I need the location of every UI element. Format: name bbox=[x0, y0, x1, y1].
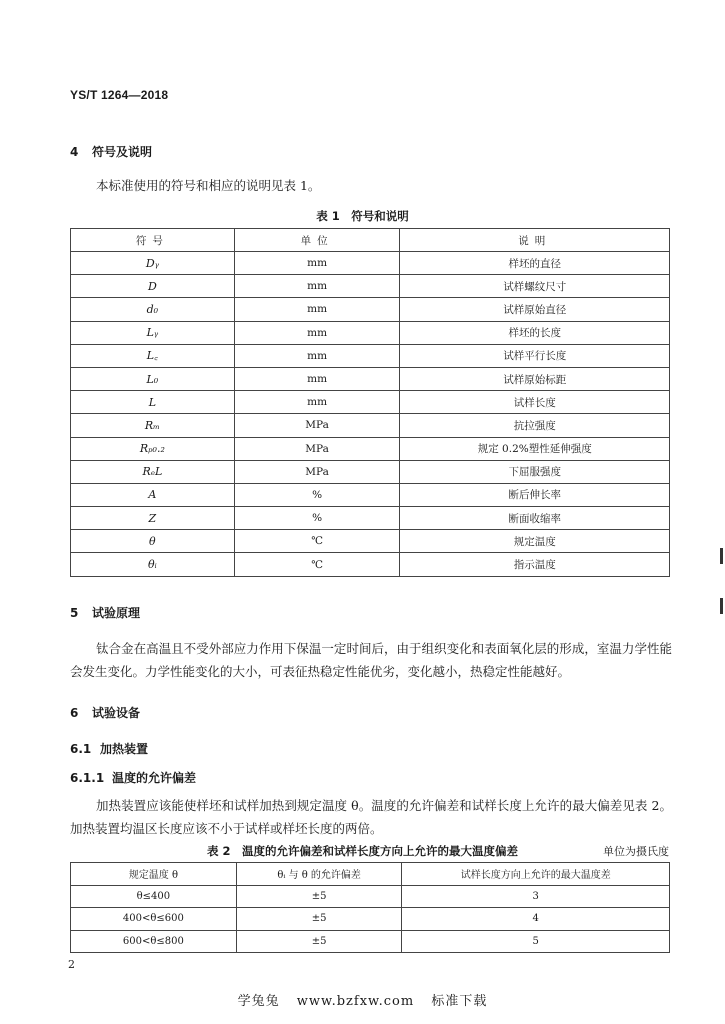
cell-description: 样坯的直径 bbox=[400, 252, 670, 275]
cell-symbol: θᵢ bbox=[71, 553, 235, 576]
table-row bbox=[71, 908, 670, 931]
table-row bbox=[71, 321, 670, 344]
cell-symbol: D bbox=[71, 275, 235, 298]
cell-description: 试样平行长度 bbox=[400, 344, 670, 367]
table-2-caption: 表 2 温度的允许偏差和试样长度方向上允许的最大温度偏差 bbox=[206, 844, 518, 858]
section-title: 符号及说明 bbox=[92, 145, 153, 159]
cell-unit: ℃ bbox=[234, 530, 400, 553]
cell-description: 试样原始标距 bbox=[400, 367, 670, 390]
table-row bbox=[71, 553, 670, 576]
header-symbol: 符号 bbox=[71, 229, 235, 252]
cell-symbol: Z bbox=[71, 507, 235, 530]
cell-description: 试样原始直径 bbox=[400, 298, 670, 321]
table-header-row bbox=[71, 863, 670, 886]
section-number: 5 bbox=[70, 606, 79, 620]
header-temperature: 规定温度 θ bbox=[71, 863, 237, 886]
cell-description: 抗拉强度 bbox=[400, 414, 670, 437]
table-2-unit-note: 单位为摄氏度 bbox=[603, 845, 669, 858]
header-unit: 单位 bbox=[234, 229, 400, 252]
document-code: YS/T 1264—2018 bbox=[70, 88, 169, 102]
section-number: 6 bbox=[70, 706, 79, 720]
page-number: 2 bbox=[68, 958, 75, 971]
footer-watermark bbox=[0, 990, 725, 1009]
cell-symbol: Rₚ₀.₂ bbox=[71, 437, 235, 460]
scan-edge-mark bbox=[720, 598, 723, 614]
footer-tagline: 标准下载 bbox=[431, 994, 488, 1009]
footer-url[interactable]: www.bzfxw.com bbox=[296, 994, 415, 1009]
section-5-body: 钛合金在高温且不受外部应力作用下保温一定时间后，由于组织变化和表面氧化层的形成，室温力学性能会发生变化。力学性能变化的大小，可表征热稳定性能优劣，变化越小，热稳定性能越好。 bbox=[70, 641, 672, 679]
cell-unit: MPa bbox=[234, 414, 400, 437]
cell-unit: ℃ bbox=[234, 553, 400, 576]
footer-site-name: 学兔兔 bbox=[237, 994, 280, 1009]
cell-tolerance: ±5 bbox=[236, 930, 402, 953]
cell-max-difference: 5 bbox=[402, 930, 670, 953]
table-row bbox=[71, 507, 670, 530]
table-row bbox=[71, 298, 670, 321]
table-row bbox=[71, 414, 670, 437]
cell-description: 试样长度 bbox=[400, 391, 670, 414]
table-header-row bbox=[71, 229, 670, 252]
cell-description: 规定 0.2%塑性延伸强度 bbox=[400, 437, 670, 460]
table-row bbox=[71, 344, 670, 367]
table-row bbox=[71, 885, 670, 908]
cell-symbol: Rₘ bbox=[71, 414, 235, 437]
cell-description: 断后伸长率 bbox=[400, 483, 670, 506]
section-6-heading bbox=[70, 704, 140, 721]
cell-temperature-range: 400<θ≤600 bbox=[71, 908, 237, 931]
cell-description: 断面收缩率 bbox=[400, 507, 670, 530]
table-1-caption: 表 1 符号和说明 bbox=[316, 209, 409, 223]
section-number: 6.1 bbox=[70, 742, 92, 756]
section-title: 温度的允许偏差 bbox=[112, 771, 197, 785]
cell-description: 试样螺纹尺寸 bbox=[400, 275, 670, 298]
cell-symbol: RₑL bbox=[71, 460, 235, 483]
cell-unit: mm bbox=[234, 391, 400, 414]
header-description: 说明 bbox=[400, 229, 670, 252]
scan-edge-mark bbox=[720, 548, 723, 564]
cell-description: 下屈服强度 bbox=[400, 460, 670, 483]
cell-unit: MPa bbox=[234, 437, 400, 460]
table-row bbox=[71, 252, 670, 275]
section-5-heading bbox=[70, 604, 140, 621]
cell-max-difference: 3 bbox=[402, 885, 670, 908]
cell-tolerance: ±5 bbox=[236, 908, 402, 931]
cell-unit: % bbox=[234, 507, 400, 530]
cell-unit: mm bbox=[234, 275, 400, 298]
cell-description: 样坯的长度 bbox=[400, 321, 670, 344]
cell-unit: mm bbox=[234, 321, 400, 344]
cell-symbol: θ bbox=[71, 530, 235, 553]
cell-symbol: d₀ bbox=[71, 298, 235, 321]
cell-unit: mm bbox=[234, 367, 400, 390]
cell-unit: mm bbox=[234, 344, 400, 367]
cell-description: 规定温度 bbox=[400, 530, 670, 553]
section-4-heading bbox=[70, 143, 152, 160]
cell-tolerance: ±5 bbox=[236, 885, 402, 908]
cell-symbol: Dᵧ bbox=[71, 252, 235, 275]
cell-symbol: Lᵧ bbox=[71, 321, 235, 344]
cell-temperature-range: 600<θ≤800 bbox=[71, 930, 237, 953]
header-max-difference: 试样长度方向上允许的最大温度差 bbox=[402, 863, 670, 886]
cell-unit: % bbox=[234, 483, 400, 506]
table-row bbox=[71, 460, 670, 483]
section-6-1-heading bbox=[70, 740, 148, 757]
cell-unit: MPa bbox=[234, 460, 400, 483]
table-row bbox=[71, 391, 670, 414]
cell-description: 指示温度 bbox=[400, 553, 670, 576]
cell-temperature-range: θ≤400 bbox=[71, 885, 237, 908]
section-title: 加热装置 bbox=[100, 742, 149, 756]
table-row bbox=[71, 367, 670, 390]
table-row bbox=[71, 437, 670, 460]
table-row bbox=[71, 483, 670, 506]
table-row bbox=[71, 930, 670, 953]
cell-max-difference: 4 bbox=[402, 908, 670, 931]
section-title: 试验设备 bbox=[92, 706, 141, 720]
temperature-tolerance-table bbox=[70, 862, 670, 953]
cell-symbol: L꜀ bbox=[71, 344, 235, 367]
table-row bbox=[71, 530, 670, 553]
header-tolerance: θᵢ 与 θ 的允许偏差 bbox=[236, 863, 402, 886]
cell-unit: mm bbox=[234, 252, 400, 275]
cell-symbol: A bbox=[71, 483, 235, 506]
cell-symbol: L₀ bbox=[71, 367, 235, 390]
section-4-intro: 本标准使用的符号和相应的说明见表 1。 bbox=[96, 178, 321, 193]
section-6-1-1-body: 加热装置应该能使样坯和试样加热到规定温度 θ。温度的允许偏差和试样长度上允许的最大偏差见表 2。加热装置均温区长度应该不小于试样或样坯长度的两倍。 bbox=[70, 798, 672, 836]
section-number: 6.1.1 bbox=[70, 771, 105, 785]
table-row bbox=[71, 275, 670, 298]
section-title: 试验原理 bbox=[92, 606, 141, 620]
cell-unit: mm bbox=[234, 298, 400, 321]
symbols-table bbox=[70, 228, 670, 577]
cell-symbol: L bbox=[71, 391, 235, 414]
section-number: 4 bbox=[70, 145, 79, 159]
section-6-1-1-heading bbox=[70, 769, 196, 786]
